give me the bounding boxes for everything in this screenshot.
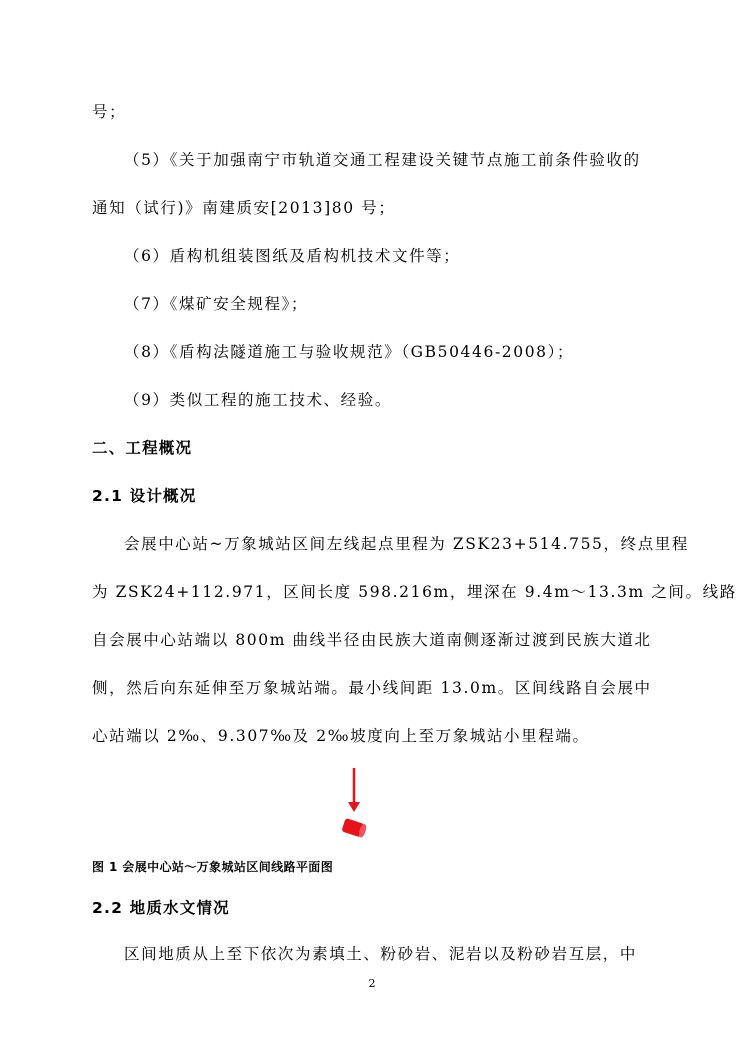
subsection-heading-design: 2.1 设计概况 xyxy=(92,487,197,505)
reference-item-5: （5）《关于加强南宁市轨道交通工程建设关键节点施工前条件验收的 xyxy=(124,151,641,169)
subsection-heading-geology: 2.2 地质水文情况 xyxy=(92,899,230,917)
page-number: 2 xyxy=(368,977,376,990)
figure-placeholder-marker xyxy=(338,768,370,840)
reference-item-5-cont: 通知（试行)》南建质安[2013]80 号； xyxy=(92,199,396,217)
design-paragraph-line-2: 为 ZSK24+112.971，区间长度 598.216m，埋深在 9.4m～13.3m 之间。线路 xyxy=(92,583,737,601)
geology-paragraph-line-1: 区间地质从上至下依次为素填土、粉砂岩、泥岩以及粉砂岩互层，中 xyxy=(124,945,638,963)
design-paragraph-line-4: 侧，然后向东延伸至万象城站端。最小线间距 13.0m。区间线路自会展中 xyxy=(92,679,652,697)
figure-caption: 图 1 会展中心站～万象城站区间线路平面图 xyxy=(92,860,334,874)
cylinder-icon xyxy=(341,818,367,838)
section-heading: 二、工程概况 xyxy=(92,439,193,457)
arrow-head-icon xyxy=(348,802,360,812)
design-paragraph-line-3: 自会展中心站端以 800m 曲线半径由民族大道南侧逐渐过渡到民族大道北 xyxy=(92,631,652,649)
reference-line-end: 号； xyxy=(92,103,127,121)
reference-item-8: （8）《盾构法隧道施工与验收规范》（GB50446-2008）； xyxy=(124,343,575,361)
reference-item-7: （7）《煤矿安全规程》； xyxy=(124,295,309,313)
design-paragraph-line-5: 心站端以 2‰、9.307‰及 2‰坡度向上至万象城站小里程端。 xyxy=(92,727,590,745)
design-paragraph-line-1: 会展中心站~万象城站区间左线起点里程为 ZSK23+514.755，终点里程 xyxy=(124,535,689,553)
reference-item-9: （9）类似工程的施工技术、经验。 xyxy=(124,391,392,409)
reference-item-6: （6）盾构机组装图纸及盾构机技术文件等； xyxy=(124,247,461,265)
